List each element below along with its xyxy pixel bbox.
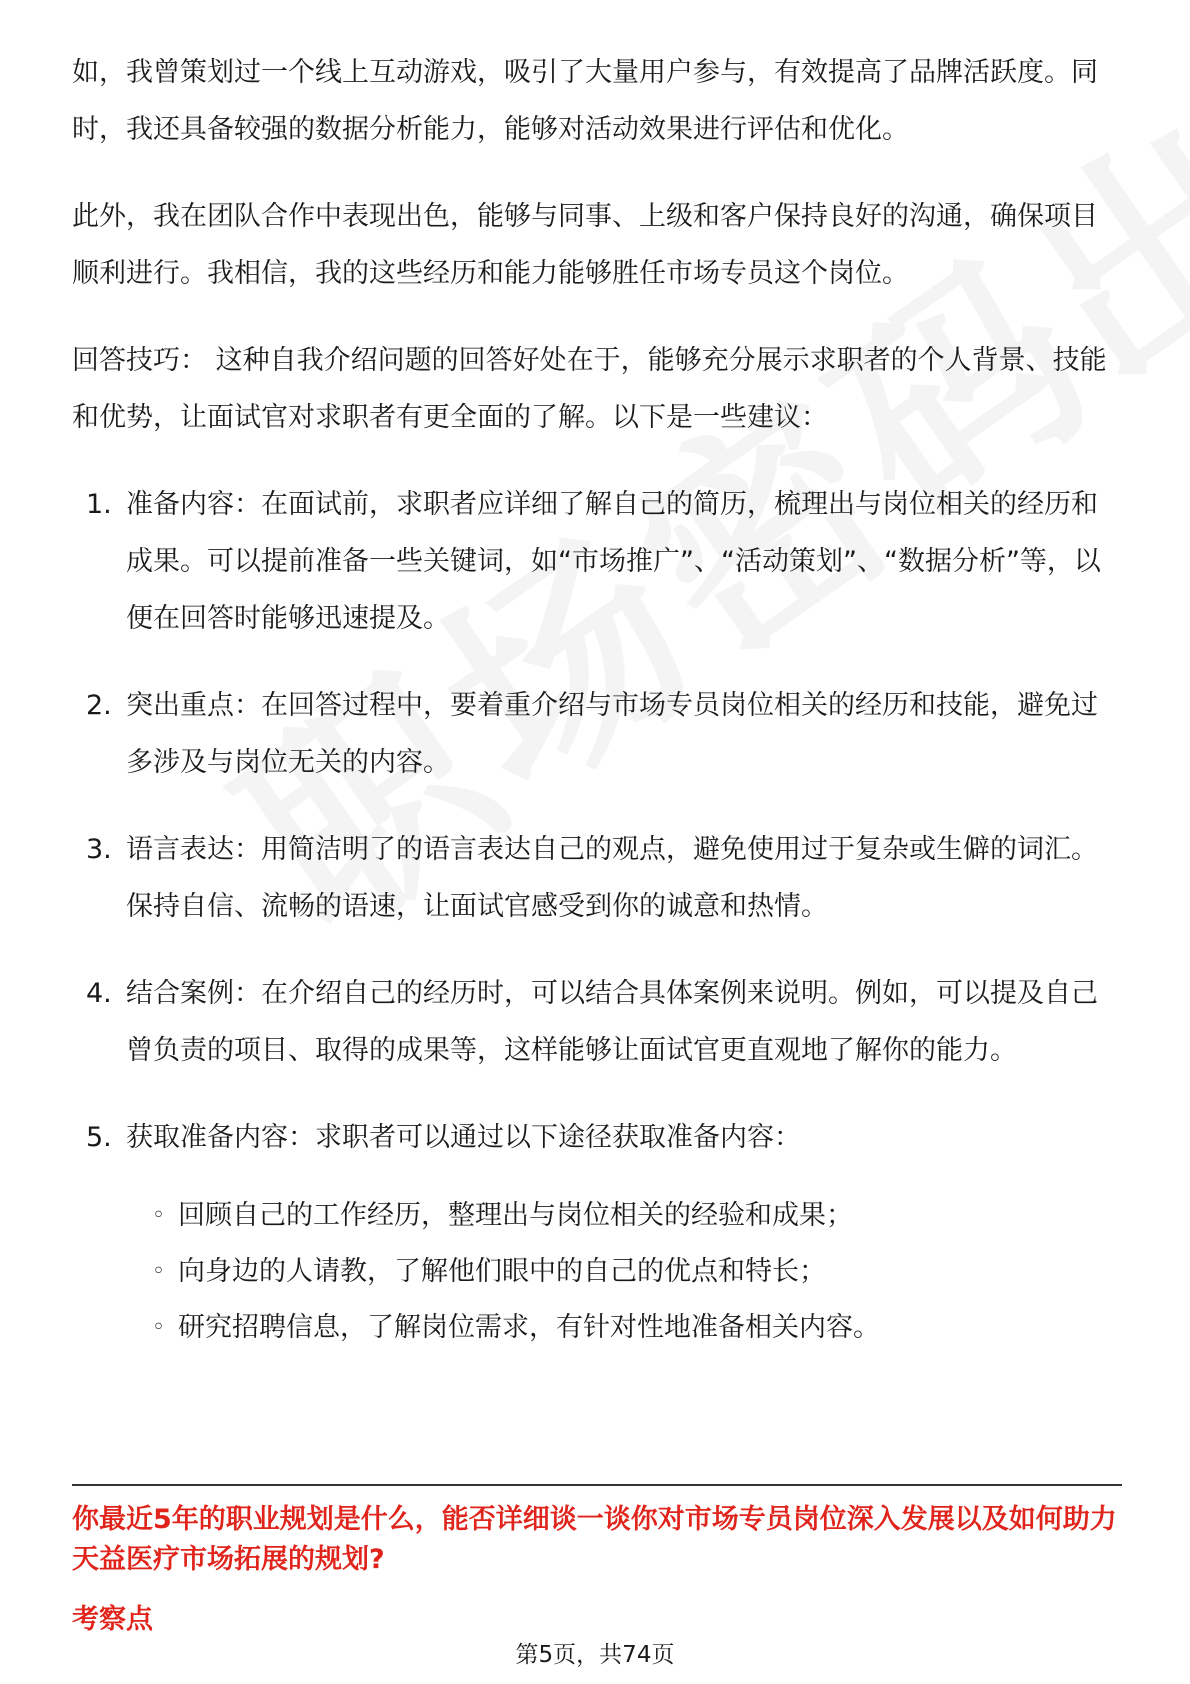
question-heading: 你最近5年的职业规划是什么，能否详细谈一谈你对市场专员岗位深入发展以及如何助力天益医疗市场拓展的规划? <box>72 1504 1117 1575</box>
sub-list-item-text: 研究招聘信息，了解岗位需求，有针对性地准备相关内容。 <box>178 1312 880 1343</box>
sub-list-item <box>72 1300 1122 1356</box>
section-label: 考察点 <box>72 1604 153 1635</box>
list-item <box>72 476 1122 647</box>
sub-list-item <box>72 1188 1122 1244</box>
list-number: 5. <box>86 1122 112 1153</box>
paragraph: 此外，我在团队合作中表现出色，能够与同事、上级和客户保持良好的沟通，确保项目顺利进行。我相信，我的这些经历和能力能够胜任市场专员这个岗位。 <box>72 201 1098 289</box>
list-item-text: 结合案例：在介绍自己的经历时，可以结合具体案例来说明。例如，可以提及自己曾负责的项目、取得的成果等，这样能够让面试官更直观地了解你的能力。 <box>126 978 1098 1066</box>
list-item <box>72 965 1122 1079</box>
bullet-icon: ◦ <box>152 1259 165 1284</box>
paragraph: 如，我曾策划过一个线上互动游戏，吸引了大量用户参与，有效提高了品牌活跃度。同时，我还具备较强的数据分析能力，能够对活动效果进行评估和优化。 <box>72 57 1098 145</box>
page-footer: 第5页，共74页 <box>515 1642 675 1668</box>
sub-list-item-text: 向身边的人请教，了解他们眼中的自己的优点和特长； <box>178 1256 826 1287</box>
tips-list <box>72 476 1122 1166</box>
list-number: 3. <box>86 834 112 865</box>
list-number: 4. <box>86 978 112 1009</box>
answer-tips-paragraph: 回答技巧： 这种自我介绍问题的回答好处在于，能够充分展示求职者的个人背景、技能和优势，让面试官对求职者有更全面的了解。以下是一些建议： <box>72 345 1107 433</box>
list-item-text: 语言表达：用简洁明了的语言表达自己的观点，避免使用过于复杂或生僻的词汇。保持自信、流畅的语速，让面试官感受到你的诚意和热情。 <box>126 834 1098 922</box>
sub-list-item <box>72 1244 1122 1300</box>
list-number: 2. <box>86 690 112 721</box>
list-number: 1. <box>86 489 112 520</box>
bullet-icon: ◦ <box>152 1315 165 1340</box>
list-item-text: 准备内容：在面试前，求职者应详细了解自己的简历，梳理出与岗位相关的经历和成果。可以提前准备一些关键词，如“市场推广”、“活动策划”、“数据分析”等，以便在回答时能够迅速提及。 <box>126 489 1101 634</box>
list-item <box>72 821 1122 935</box>
main-content <box>72 44 1122 1356</box>
list-item-text: 突出重点：在回答过程中，要着重介绍与市场专员岗位相关的经历和技能，避免过多涉及与岗位无关的内容。 <box>126 690 1098 778</box>
section-divider <box>72 1484 1122 1486</box>
list-item <box>72 677 1122 791</box>
list-item-text: 获取准备内容：求职者可以通过以下途径获取准备内容： <box>126 1122 801 1153</box>
sub-list-item-text: 回顾自己的工作经历，整理出与岗位相关的经验和成果； <box>178 1200 853 1231</box>
list-item <box>72 1109 1122 1166</box>
sub-list <box>72 1188 1122 1356</box>
bullet-icon: ◦ <box>152 1203 165 1228</box>
